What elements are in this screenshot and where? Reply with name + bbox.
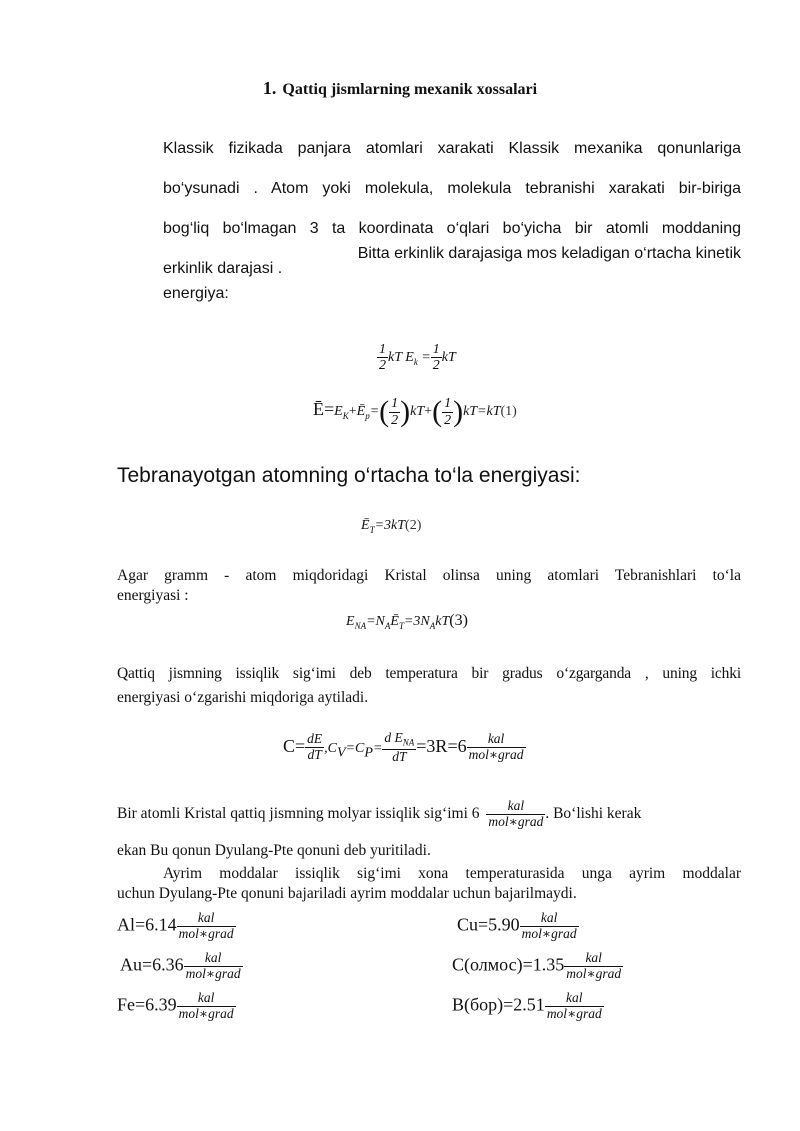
value-cu: Cu=5.90 $\frac{\text{kal}}{\text{mol∗grad}}$ [457,910,577,941]
value-au: Au=6.36 $\frac{\text{kal}}{\text{mol∗grad}}$ [120,950,241,981]
fraction-dE-dT: $\frac{dE}{dT}$ [307,731,323,763]
value-al: Al=6.14 $\frac{\text{kal}}{\text{mol∗grad}}$ [117,910,234,941]
value-b-boron: B(бор)=2.51 $\frac{\text{kal}}{\text{mol∗grad}}$ [452,990,602,1021]
fraction-half-2: $\frac{1}{2}$ [432,342,440,374]
paragraph-heat-capacity: Qattiq jismning issiqlik sig‘imi deb temperatura bir gradus o‘zgarganda , uning ichki energiyasi o‘zgarishi miqdoriga aytiladi. [117,665,741,706]
intro-line-1: Klassik fizikada panjara atomlari xarakati Klassik mexanika qonunlariga [163,140,741,157]
paragraph-molar-heat: Bir atomli Kristal qattiq jismning molyar issiqlik sig‘imi 6 $\frac{\text{kal}}{\text{mol∗grad}}$ . Bo‘lishi kerak [117,798,642,829]
section-heading-text: Qattiq jismlarning mexanik xossalari [282,81,538,98]
paragraph-gram-atom: Agar gramm - atom miqdoridagi Kristal olinsa uning atomlari Tebranishlari to‘la energiyasi : [117,567,741,604]
section-subtitle: Tebranayotgan atomning o‘rtacha to‘la energiyasi: [117,464,581,487]
paragraph-some-substances: Ayrim moddalar issiqlik sig‘imi xona temperaturasida unga ayrim moddalar uchun Dyulang-Pte qonuni bajariladi ayrim moddalar uchun bajarilmaydi. [117,865,741,902]
fraction-dENA-dT: $\frac{d E_{NA}}{dT}$ [384,730,415,764]
intro-line-4a: erkinlik darajasi . [163,260,283,277]
fraction-kal-molgrad: $\frac{\text{kal}}{\text{mol∗grad}}$ [468,731,524,763]
intro-line-4b: Bitta erkinlik darajasiga mos keladigan o‘rtacha kinetik [357,245,741,262]
value-c-diamond: C(олмос)=1.35 $\frac{\text{kal}}{\text{mol∗grad}}$ [452,950,622,981]
equation-kinetic-energy: $\frac{1}{2}$ kT $E_k$ = $\frac{1}{2}$ kT [379,342,456,374]
equation-na-energy: $E_{NA}=N_AĒ_T=3N_AkT(3)$ [346,612,468,631]
equation-total-energy: $Ē=E_K+Ē_p=$( $\frac{1}{2}$ )kT+( $\frac{1}{2}$ )kT=kT(1) [313,395,517,428]
section-title [0,78,800,99]
section-number: 1. [262,78,277,98]
paragraph-molar-heat-line2: ekan Bu qonun Dyulang-Pte qonuni deb yuritiladi. [117,842,431,859]
equation-heat-capacity: C= $\frac{dE}{dT}$ $,C_V=C_P=$ $\frac{d E_{NA}}{dT}$ =3R=6 $\frac{\text{kal}}{\text{mol∗grad}}$ [283,730,524,764]
equation-oscillation-energy: $Ē_T=3kT(2)$ [361,518,422,535]
fraction-kal-molgrad-inline: $\frac{\text{kal}}{\text{mol∗grad}}$ [488,798,544,829]
intro-line-3: bog‘liq bo‘lmagan 3 ta koordinata o‘qlari bo‘yicha bir atomli moddaning [163,220,741,237]
intro-line-2: bo‘ysunadi . Atom yoki molekula, molekula tebranishi xarakati bir-biriga [163,180,741,197]
value-fe: Fe=6.39 $\frac{\text{kal}}{\text{mol∗grad}}$ [117,990,234,1021]
fraction-half: $\frac{1}{2}$ [379,342,386,374]
intro-paragraph [163,140,741,310]
intro-line-5: energiya: [163,285,229,302]
